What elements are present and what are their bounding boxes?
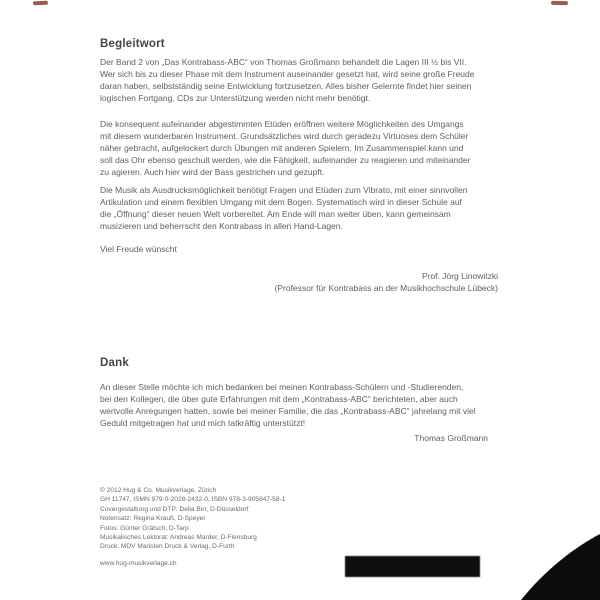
- text-line: © 2012 Hug & Co. Musikverlage, Zürich: [100, 487, 217, 494]
- text-line: näher gebracht, aufgelockert durch Übungen mit anderen Spielern. Im Zusammenspiel kann und: [100, 143, 464, 153]
- text-line: An dieser Stelle möchte ich mich bedanken bei meinen Kontrabass-Schülern und -Studierenden,: [100, 382, 464, 392]
- text-line: Artikulation und einem flexiblen Umgang mit dem Bogen. Systematisch wird in dieser Schule auf: [100, 197, 462, 207]
- text-line: soll das Ohr ebenso geschult werden, wie die Fähigkeit, aufeinander zu reagieren und miteinander: [100, 155, 471, 165]
- red-mark-top-left: [33, 1, 48, 6]
- begleitwort-paragraph-3: [100, 184, 467, 232]
- signature-name: Prof. Jörg Linowitzki: [421, 271, 498, 281]
- imprint-block: [100, 486, 285, 552]
- text-line: bei den Kollegen, die über gute Erfahrungen mit dem „Kontrabass-ABC“ berichteten, aber auch: [100, 394, 458, 404]
- signature-title: (Professor für Kontrabass an der Musikhochschule Lübeck): [274, 283, 498, 293]
- text-line: die „Öffnung“ dieser neuen Welt vorbereitet. Am Ende will man weiter üben, kann gemeinsam: [100, 209, 451, 219]
- text-line: wertvolle Anregungen hatten, sowie bei meiner Familie, die das „Kontrabass-ABC“ jahrelang mit viel: [100, 406, 476, 416]
- signature-block: [100, 270, 498, 294]
- text-line: Die Musik als Ausdrucksmöglichkeit benötigt Fragen und Etüden zum Vibrato, mit einer sinnvollen: [100, 185, 468, 195]
- text-line: Musikalisches Lektorat: Andreas Marder, D-Flensburg: [100, 534, 257, 542]
- closing-line: Viel Freude wünscht: [100, 244, 177, 254]
- text-line: GH 11747, ISMN 979-0-2028-2432-0, ISBN 978-3-905847-58-1: [100, 496, 286, 504]
- text-line: Covergestaltung und DTP: Delia Birr, D-Düsseldorf: [100, 505, 249, 513]
- author-signature: Thomas Großmann: [414, 433, 488, 443]
- begleitwort-paragraph-1: [100, 56, 475, 104]
- begleitwort-heading: Begleitwort: [100, 38, 165, 50]
- text-line: logischen Fortgang, CDs zur Unterstützung werden nicht mehr benötigt.: [100, 93, 371, 103]
- text-line: Wer sich bis zu dieser Phase mit dem Instrument auseinander gesetzt hat, wird seine große Freude: [100, 69, 475, 79]
- text-line: Der Band 2 von „Das Kontrabass-ABC“ von Thomas Großmann behandelt die Lagen III ½ bis VII.: [100, 57, 467, 67]
- text-line: Fotos: Günter Grätsch, D-Tarp: [100, 524, 189, 532]
- black-bar-artifact: [345, 556, 480, 577]
- text-line: daran haben, selbstständig seine Entwicklung fortzusetzen. Alles bisher Gelernte findet hier seinen: [100, 81, 472, 91]
- begleitwort-paragraph-2: [100, 118, 470, 178]
- publisher-website: www.hug-musikverlage.ch: [100, 560, 177, 567]
- text-line: mit diesem wunderbaren Instrument. Grundsätzliches wird durch geradezu Virtuoses dem Schüler: [100, 131, 469, 141]
- text-line: Die konsequent aufeinander abgestimmten Etüden eröffnen weitere Möglichkeiten des Umgangs: [100, 119, 464, 129]
- text-line: Notensatz: Regina Krauß, D-Speyer: [100, 515, 206, 523]
- text-line: Druck: MDV Maristen Druck & Verlag, D-Furth: [100, 543, 235, 551]
- dank-paragraph: [100, 381, 476, 429]
- text-line: Geduld mitgetragen hat und mich tatkräftig unterstützt!: [100, 418, 306, 428]
- dark-corner-artifact: [505, 530, 600, 600]
- text-line: musizieren und beherrscht den Kontrabass in allen Hand-Lagen.: [100, 221, 343, 231]
- text-line: zu agieren. Auch hier wird der Bass gestrichen und gezupft.: [100, 167, 325, 177]
- red-mark-top-right: [551, 1, 568, 5]
- dank-heading: Dank: [100, 357, 129, 369]
